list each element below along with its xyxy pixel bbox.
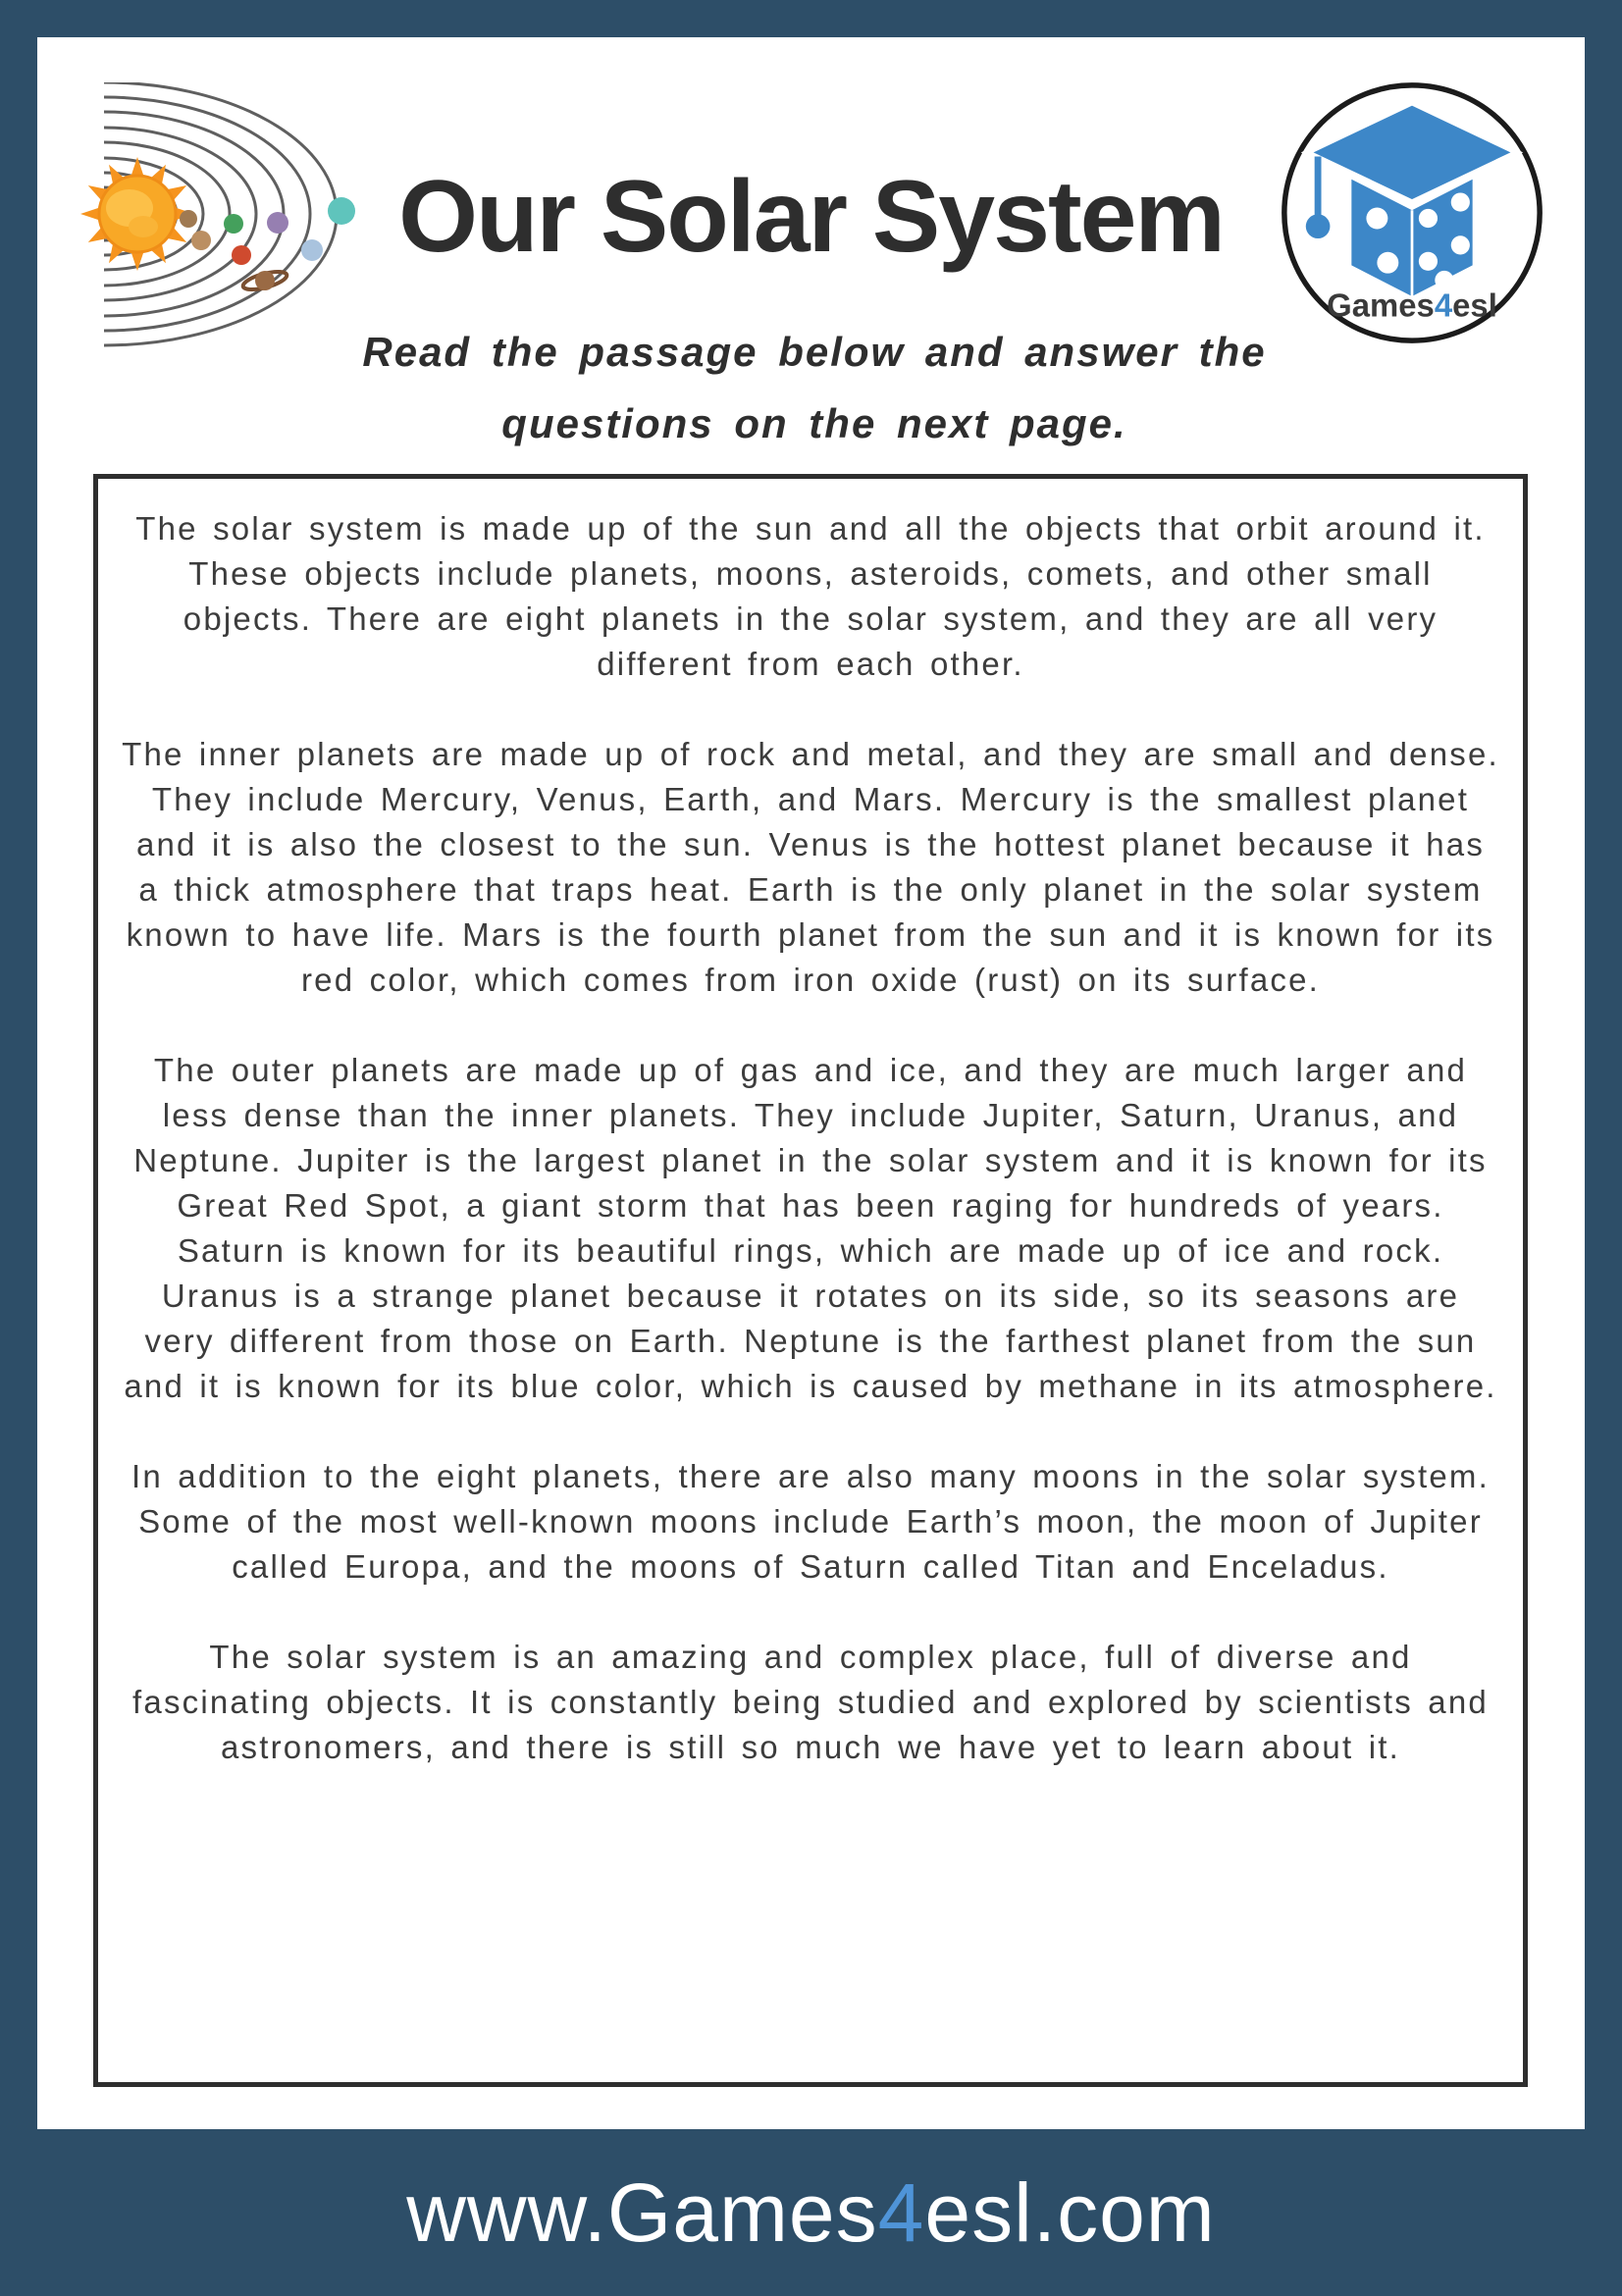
passage-paragraph: The inner planets are made up of rock and metal, and they are small and dense. They include Mercury, Venus, Earth, and Mars. Mercury is the smallest planet and it is also the closest to the sun. Venus is the hottest planet because it has a thick atmosphere that traps heat. Earth is the only planet in the solar system known to have life. Mars is the fourth planet from the sun and it is known for its red color, which comes from iron oxide (rust) on its surface. bbox=[122, 736, 1499, 998]
frame-right-border bbox=[1585, 0, 1622, 2296]
frame-top-border bbox=[0, 0, 1622, 37]
logo-wordmark: Games4esl bbox=[1327, 287, 1497, 324]
footer-url bbox=[406, 2166, 1216, 2261]
footer-url-prefix: www.Games bbox=[406, 2166, 878, 2259]
passage-paragraph: The solar system is an amazing and complex place, full of diverse and fascinating objects. It is constantly being studied and explored by scientists and astronomers, and there is still so much we have yet to learn about it. bbox=[132, 1639, 1489, 1765]
passage-paragraph: In addition to the eight planets, there are also many moons in the solar system. Some of the most well-known moons include Earth’s moon, the moon of Jupiter called Europa, and the moons of Saturn called Titan and Enceladus. bbox=[131, 1458, 1490, 1585]
passage-paragraph: The solar system is made up of the sun and all the objects that orbit around it. These objects include planets, moons, asteroids, comets, and other small objects. There are eight planets in the solar system, and they are all very different from each other. bbox=[135, 510, 1486, 682]
footer-url-four: 4 bbox=[877, 2166, 925, 2259]
frame-left-border bbox=[0, 0, 37, 2296]
subtitle-line-2: questions on the next page. bbox=[501, 400, 1127, 446]
passage-text bbox=[98, 479, 1523, 1798]
page-title: Our Solar System bbox=[398, 160, 1224, 274]
passage-paragraph: The outer planets are made up of gas and ice, and they are much larger and less dense than the inner planets. They include Jupiter, Saturn, Uranus, and Neptune. Jupiter is the largest planet in the solar system and it is known for its Great Red Spot, a giant storm that has been raging for hundreds of years. Saturn is known for its beautiful rings, which are made up of ice and rock. Uranus is a strange planet because it rotates on its side, so its seasons are very different from those on Earth. Neptune is the farthest planet from the sun and it is known for its blue color, which is caused by methane in its atmosphere. bbox=[124, 1052, 1497, 1404]
subtitle-line-1: Read the passage below and answer the bbox=[362, 329, 1267, 375]
games4esl-logo bbox=[1278, 77, 1546, 349]
footer-bar bbox=[0, 2129, 1622, 2296]
passage-box bbox=[93, 474, 1528, 2087]
footer-url-suffix: esl.com bbox=[924, 2166, 1216, 2259]
subtitle bbox=[118, 316, 1511, 459]
